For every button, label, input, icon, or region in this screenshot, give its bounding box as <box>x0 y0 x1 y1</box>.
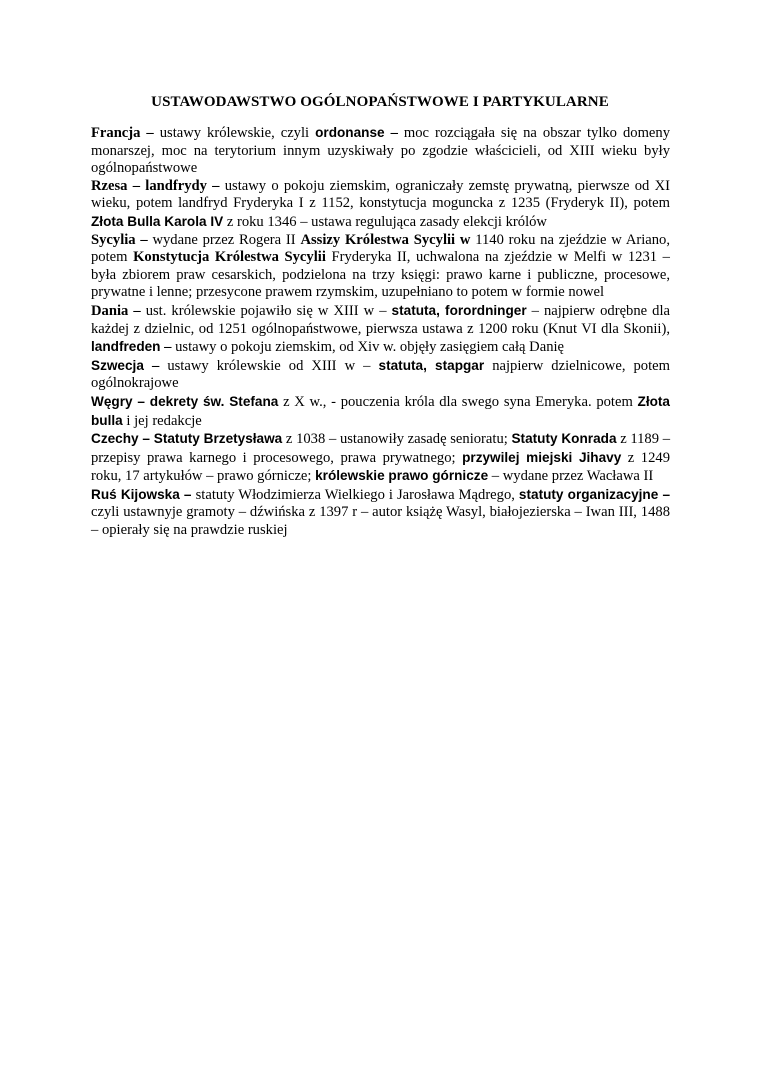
bold-term: Statuty Konrada <box>511 431 617 447</box>
bold-term: ordonanse <box>315 125 385 140</box>
bold-term: Szwecja <box>91 357 144 373</box>
paragraph <box>91 178 670 232</box>
bold-term: Rzesa – landfrydy – <box>91 177 225 194</box>
paragraph <box>91 430 670 486</box>
paragraph <box>91 232 670 302</box>
bold-term: Węgry – dekrety św. Stefana <box>91 393 279 409</box>
text-segment: z 1038 – ustanowiły zasadę senioratu; <box>282 431 512 448</box>
paragraph <box>91 393 670 430</box>
paragraph <box>91 124 670 178</box>
bold-term: Dania – <box>91 302 146 319</box>
paragraph <box>91 302 670 357</box>
paragraph <box>91 486 670 540</box>
text-segment: – wydane przez Wacława II <box>488 468 654 485</box>
text-segment: czyli ustawnyje gramoty – dźwińska z 1397 r – autor książę Wasyl, białojezierska – Iwan III, 1488 – opierały się na prawdzie ruskiej <box>91 504 670 539</box>
bold-term: Konstytucja Królestwa Sycylii <box>133 249 326 266</box>
text-segment: z 1249 roku, 17 artykułów – prawo górnicze; <box>91 449 670 485</box>
text-segment: z 1189 – przepisy prawa karnego i procesowego, prawa prywatnego; <box>91 431 670 466</box>
document-title: USTAWODAWSTWO OGÓLNOPAŃSTWOWE I PARTYKULARNE <box>151 94 609 110</box>
bold-term: statuta, stapgar <box>378 357 485 373</box>
document-body <box>91 124 670 540</box>
paragraph <box>91 357 670 393</box>
text-segment: moc rozciągała się na obszar tylko domeny monarszej, moc na terytorium innym uzyskiwały po zgodzie właścicieli, od XIII wieku były ogólnopaństwowe <box>91 125 670 177</box>
text-segment: 1140 roku na zjeździe w Ariano, potem <box>91 231 670 266</box>
text-segment: ust. królewskie pojawiło się w XIII w – <box>145 302 392 319</box>
bold-term: – <box>160 339 176 356</box>
bold-term: statuta, forordninger <box>391 302 527 318</box>
text-segment: wydane przez Rogera II <box>152 231 301 248</box>
bold-term: – <box>384 125 404 141</box>
bold-term: Ruś Kijowska – <box>91 486 196 502</box>
text-segment: z roku 1346 – ustawa regulująca zasady elekcji królów <box>223 213 547 230</box>
bold-term: królewskie prawo górnicze <box>315 468 489 484</box>
text-segment: ustawy królewskie od XIII w – <box>167 357 379 374</box>
text-segment: ustawy o pokoju ziemskim, ograniczały zemstę prywatną, pierwsze od XI wieku, potem landfryd Fryderyka I z 1152, konstytucja moguncka z 1235 (Fryderyk II), potem <box>91 177 671 212</box>
text-segment: ustawy o pokoju ziemskim, od Xiv w. objęły zasięgiem całą Danię <box>175 339 565 356</box>
text-segment: Fryderyka II, uchwalona na zjeździe w Melfi w 1231 – była zbiorem praw cesarskich, podzielona na trzy księgi: prawo karne i publiczne, procesowe, prywatne i lenne; przesycone prawem rzymskim, uzupełniano to potem w formie nowel <box>91 249 670 301</box>
bold-term: Złota bulla <box>91 393 670 428</box>
bold-term: Francja – <box>91 125 160 141</box>
text-segment: ustawy królewskie, czyli <box>159 125 316 141</box>
bold-term: Czechy – Statuty Brzetysława <box>91 431 283 447</box>
text-segment: najpierw dzielnicowe, potem ogólnokrajowe <box>91 357 670 392</box>
bold-term: Assizy Królestwa Sycylii w <box>300 231 471 248</box>
text-segment: statuty Włodzimierza Wielkiego i Jarosława Mądrego, <box>195 486 519 503</box>
bold-term: – <box>143 357 168 374</box>
bold-term: landfreden <box>91 339 161 355</box>
bold-term: przywilej miejski Jihavy <box>462 449 622 465</box>
bold-term: Złota Bulla Karola IV <box>91 213 224 229</box>
text-segment: – najpierw odrębne dla każdej z dzielnic, od 1251 ogólnopaństwowe, pierwsza ustawa z 1200 roku (Knut VI dla Skonii), <box>91 302 670 337</box>
text-segment: i jej redakcje <box>122 412 202 429</box>
text-segment: z X w., - pouczenia króla dla swego syna Emeryka. potem <box>278 393 638 410</box>
bold-term: Sycylia – <box>91 231 153 248</box>
bold-term: statuty organizacyjne – <box>518 486 671 502</box>
